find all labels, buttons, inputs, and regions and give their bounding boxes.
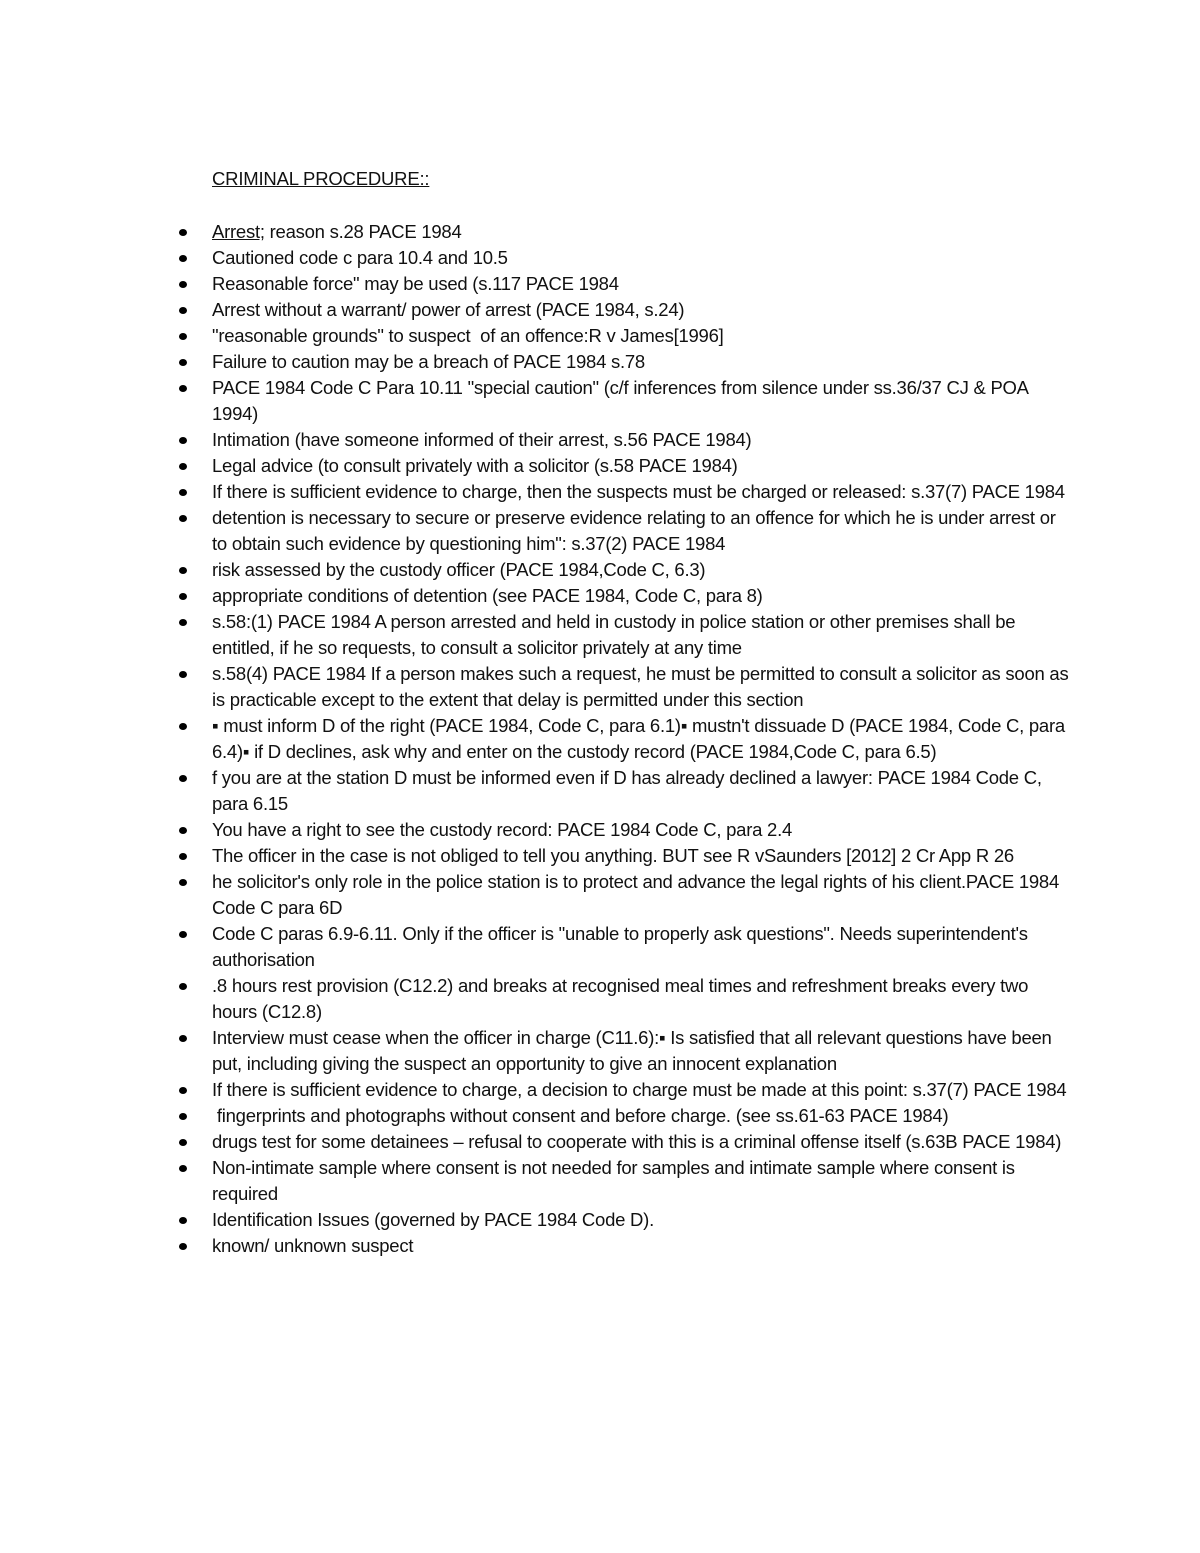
list-item (212, 219, 1072, 245)
list-item (212, 713, 1072, 765)
bullet-icon (179, 463, 187, 470)
bullet-icon (179, 853, 187, 860)
list-item-text: The officer in the case is not obliged to tell you anything. BUT see R vSaunders [2012] 2 Cr App R 26 (212, 845, 1014, 866)
bullet-icon (179, 1087, 187, 1094)
bullet-list (212, 219, 1072, 1259)
list-item (212, 609, 1072, 661)
list-item-text: If there is sufficient evidence to charge, a decision to charge must be made at this point: s.37(7) PACE 1984 (212, 1079, 1067, 1100)
list-item-text: drugs test for some detainees – refusal to cooperate with this is a criminal offense itself (s.63B PACE 1984) (212, 1131, 1062, 1152)
bullet-icon (179, 333, 187, 340)
list-item-text: Legal advice (to consult privately with a solicitor (s.58 PACE 1984) (212, 455, 738, 476)
list-item-text: Intimation (have someone informed of their arrest, s.56 PACE 1984) (212, 429, 752, 450)
list-item-text: reason s.28 PACE 1984 (264, 221, 462, 242)
bullet-icon (179, 723, 187, 730)
list-item (212, 375, 1072, 427)
list-item (212, 661, 1072, 713)
list-item-text: he solicitor's only role in the police station is to protect and advance the legal rights of his client.PACE 1984 Code C para 6D (212, 871, 1059, 918)
list-item (212, 323, 1072, 349)
bullet-icon (179, 879, 187, 886)
list-item (212, 869, 1072, 921)
list-item-text: Interview must cease when the officer in charge (C11.6):▪ Is satisfied that all relevant questions have been put, including giving the suspect an opportunity to give an innocent explanation (212, 1027, 1052, 1074)
bullet-icon (179, 229, 187, 236)
list-item-text: known/ unknown suspect (212, 1235, 414, 1256)
list-item-text: Arrest without a warrant/ power of arrest (PACE 1984, s.24) (212, 299, 685, 320)
bullet-icon (179, 489, 187, 496)
list-item-text: s.58:(1) PACE 1984 A person arrested and held in custody in police station or other premises shall be entitled, if he so requests, to consult a solicitor privately at any time (212, 611, 1016, 658)
list-item (212, 1155, 1072, 1207)
bullet-icon (179, 593, 187, 600)
bullet-icon (179, 567, 187, 574)
list-item (212, 1129, 1072, 1155)
list-item (212, 765, 1072, 817)
list-item (212, 583, 1072, 609)
bullet-icon (179, 1139, 187, 1146)
list-item (212, 479, 1072, 505)
list-item-text: ▪ must inform D of the right (PACE 1984, Code C, para 6.1)▪ mustn't dissuade D (PACE 1984, Code C, para 6.4)▪ if D declines, ask why and enter on the custody record (PACE 1984,Code C, para 6.5) (212, 715, 1065, 762)
list-item (212, 1207, 1072, 1233)
list-item-text: Reasonable force" may be used (s.117 PACE 1984 (212, 273, 619, 294)
bullet-icon (179, 1035, 187, 1042)
bullet-icon (179, 1165, 187, 1172)
list-item-text: Identification Issues (governed by PACE 1984 Code D). (212, 1209, 654, 1230)
list-item (212, 1077, 1072, 1103)
bullet-icon (179, 671, 187, 678)
list-item (212, 453, 1072, 479)
list-item-text: detention is necessary to secure or preserve evidence relating to an offence for which he is under arrest or to obtain such evidence by questioning him": s.37(2) PACE 1984 (212, 507, 1056, 554)
list-item-text: f you are at the station D must be informed even if D has already declined a lawyer: PACE 1984 Code C, para 6.15 (212, 767, 1042, 814)
list-item-text: .8 hours rest provision (C12.2) and breaks at recognised meal times and refreshment breaks every two hours (C12.8) (212, 975, 1029, 1022)
list-item (212, 245, 1072, 271)
bullet-icon (179, 619, 187, 626)
bullet-icon (179, 255, 187, 262)
list-item (212, 297, 1072, 323)
list-item (212, 557, 1072, 583)
list-item (212, 973, 1072, 1025)
list-item-text: Cautioned code c para 10.4 and 10.5 (212, 247, 508, 268)
bullet-icon (179, 359, 187, 366)
list-item-text: appropriate conditions of detention (see PACE 1984, Code C, para 8) (212, 585, 763, 606)
list-item (212, 1025, 1072, 1077)
list-item-text: Failure to caution may be a breach of PACE 1984 s.78 (212, 351, 645, 372)
list-item-text: fingerprints and photographs without consent and before charge. (see ss.61-63 PACE 1984) (212, 1105, 949, 1126)
bullet-icon (179, 1217, 187, 1224)
list-item-text: You have a right to see the custody record: PACE 1984 Code C, para 2.4 (212, 819, 793, 840)
list-item-text: "reasonable grounds" to suspect of an offence:R v James[1996] (212, 325, 724, 346)
list-item-text: If there is sufficient evidence to charge, then the suspects must be charged or released: s.37(7) PACE 1984 (212, 481, 1065, 502)
bullet-icon (179, 437, 187, 444)
bullet-icon (179, 827, 187, 834)
document-title: CRIMINAL PROCEDURE:: (212, 168, 430, 189)
list-item (212, 427, 1072, 453)
list-item-text: risk assessed by the custody officer (PACE 1984,Code C, 6.3) (212, 559, 706, 580)
bullet-icon (179, 385, 187, 392)
bullet-icon (179, 931, 187, 938)
list-item-text: Code C paras 6.9-6.11. Only if the officer is "unable to properly ask questions". Needs superintendent's authorisation (212, 923, 1028, 970)
list-item-text: s.58(4) PACE 1984 If a person makes such a request, he must be permitted to consult a solicitor as soon as is practicable except to the extent that delay is permitted under this section (212, 663, 1069, 710)
list-item (212, 1233, 1072, 1259)
list-item (212, 1103, 1072, 1129)
bullet-icon (179, 775, 187, 782)
list-item-text: PACE 1984 Code C Para 10.11 "special caution" (c/f inferences from silence under ss.36/37 CJ & POA 1994) (212, 377, 1028, 424)
list-item (212, 921, 1072, 973)
bullet-icon (179, 515, 187, 522)
list-item (212, 349, 1072, 375)
list-item (212, 817, 1072, 843)
list-item (212, 843, 1072, 869)
bullet-icon (179, 983, 187, 990)
bullet-icon (179, 307, 187, 314)
bullet-icon (179, 1113, 187, 1120)
bullet-icon (179, 281, 187, 288)
list-item (212, 271, 1072, 297)
list-item-heading: Arrest; (212, 221, 265, 242)
bullet-icon (179, 1243, 187, 1250)
list-item (212, 505, 1072, 557)
list-item-text: Non-intimate sample where consent is not needed for samples and intimate sample where consent is required (212, 1157, 1015, 1204)
